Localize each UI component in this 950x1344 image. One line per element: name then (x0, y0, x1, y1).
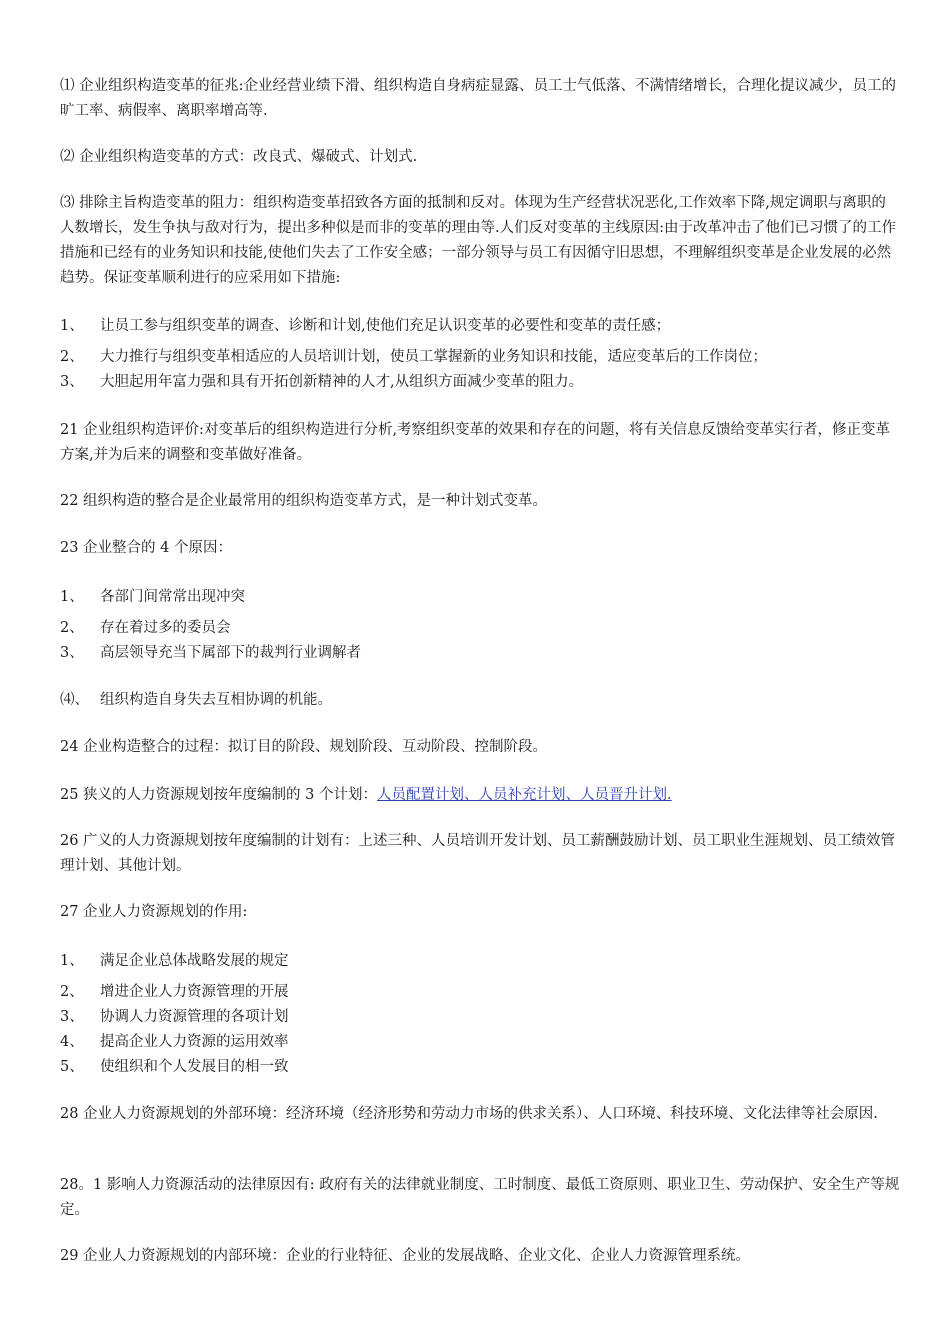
list-text: 高层领导充当下属部下的裁判行业调解者 (100, 645, 361, 661)
list-item (60, 641, 900, 666)
list-number: 3、 (60, 645, 84, 661)
paragraph-27: 27 企业人力资源规划的作用: (60, 904, 248, 920)
list-text: 各部门间常常出现冲突 (100, 589, 245, 605)
paragraph-reform-signs: ⑴ 企业组织构造变革的征兆:企业经营业绩下滑、组织构造自身病症显露、员工士气低落、不满情绪增长，合理化提议减少，员工的旷工率、病假率、离职率增高等. (60, 78, 896, 119)
paragraph-reform-resistance: ⑶ 排除主旨构造变革的阻力：组织构造变革招致各方面的抵制和反对。体现为生产经营状况恶化,工作效率下降,规定调职与离职的人数增长，发生争执与敌对行为，提出多种似是而非的变革的理由等.人们反对变革的主线原因:由于改革冲击了他们已习惯了的工作措施和已经有的业务知识和技能,使他们失去了工作安全感；一部分领导与员工有因循守旧思想，不理解组织变革是企业发展的必然趋势。保证变革顺利进行的应采用如下措施: (60, 195, 896, 286)
list-text: 大胆起用年富力强和具有开拓创新精神的人才,从组织方面减少变革的阻力。 (100, 374, 584, 390)
paragraph-26: 26 广义的人力资源规划按年度编制的计划有：上述三种、人员培训开发计划、员工薪酬鼓励计划、员工职业生涯规划、员工绩效管理计划、其他计划。 (60, 833, 896, 874)
list-number: 1、 (60, 953, 84, 969)
paragraph-22: 22 组织构造的整合是企业最常用的组织构造变革方式，是一种计划式变革。 (60, 493, 548, 509)
list-number: 3、 (60, 374, 84, 390)
list-text: 存在着过多的委员会 (100, 620, 231, 636)
list-text: 使组织和个人发展目的相一致 (100, 1059, 289, 1075)
list-text: 增进企业人力资源管理的开展 (100, 984, 289, 1000)
list-item (60, 949, 900, 974)
list-item (60, 616, 900, 641)
paragraph-24: 24 企业构造整合的过程：拟订目的阶段、规划阶段、互动阶段、控制阶段。 (60, 739, 548, 755)
hr-plans-link[interactable]: 人员配置计划、人员补充计划、人员晋升计划. (377, 787, 672, 803)
list-item (60, 688, 900, 713)
list-number: 1、 (60, 318, 84, 334)
list-text: 组织构造自身失去互相协调的机能。 (100, 692, 332, 708)
list-number: 2、 (60, 349, 84, 365)
list-number: 3、 (60, 1009, 84, 1025)
paragraph-21: 21 企业组织构造评价:对变革后的组织构造进行分析,考察组织变革的效果和存在的问题，将有关信息反馈给变革实行者，修正变革方案,并为后来的调整和变革做好准备。 (60, 422, 891, 463)
paragraph-23: 23 企业整合的 4 个原因： (60, 540, 233, 556)
list-text: 大力推行与组织变革相适应的人员培训计划，使员工掌握新的业务知识和技能，适应变革后的工作岗位； (100, 349, 767, 365)
list-number: 2、 (60, 620, 84, 636)
list-item (60, 1055, 900, 1080)
list-item (60, 345, 900, 370)
list-item (60, 1005, 900, 1030)
list-number: 1、 (60, 589, 84, 605)
list-item (60, 314, 900, 339)
paragraph-29: 29 企业人力资源规划的内部环境：企业的行业特征、企业的发展战略、企业文化、企业人力资源管理系统。 (60, 1248, 751, 1264)
list-text: 让员工参与组织变革的调查、诊断和计划,使他们充足认识变革的必要性和变革的责任感； (100, 318, 671, 334)
list-number: ⑷、 (60, 692, 89, 708)
list-text: 满足企业总体战略发展的规定 (100, 953, 289, 969)
list-item (60, 370, 900, 395)
list-number: 4、 (60, 1034, 84, 1050)
paragraph-25 (60, 783, 900, 808)
list-item (60, 585, 900, 610)
list-item (60, 1030, 900, 1055)
list-text: 协调人力资源管理的各项计划 (100, 1009, 289, 1025)
list-item (60, 980, 900, 1005)
paragraph-25-prefix: 25 狭义的人力资源规划按年度编制的 3 个计划： (60, 787, 378, 803)
paragraph-28: 28 企业人力资源规划的外部环境：经济环境（经济形势和劳动力市场的供求关系）、人口环境、科技环境、文化法律等社会原因. (60, 1106, 878, 1122)
list-text: 提高企业人力资源的运用效率 (100, 1034, 289, 1050)
paragraph-reform-methods: ⑵ 企业组织构造变革的方式：改良式、爆破式、计划式. (60, 149, 418, 165)
paragraph-28-1: 28。1 影响人力资源活动的法律原因有: 政府有关的法律就业制度、工时制度、最低工资原则、职业卫生、劳动保护、安全生产等规定。 (60, 1177, 900, 1218)
list-number: 5、 (60, 1059, 84, 1075)
list-number: 2、 (60, 984, 84, 1000)
